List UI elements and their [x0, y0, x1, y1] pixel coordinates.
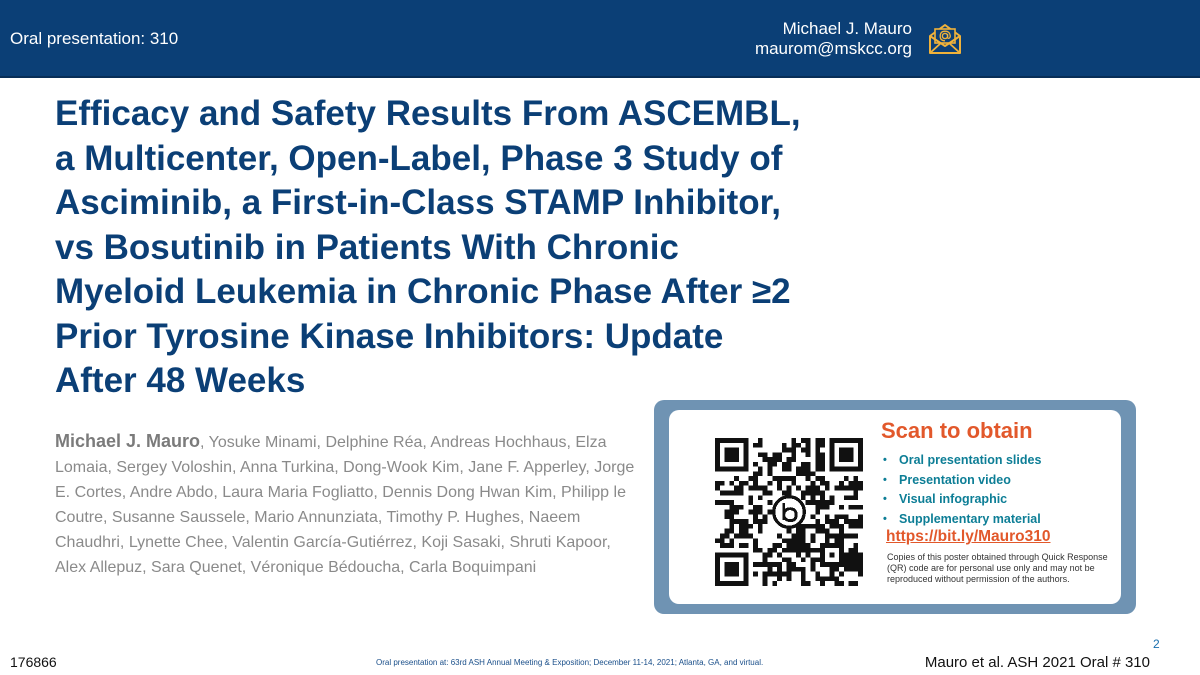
list-item: [883, 510, 1041, 530]
presenter-name: Michael J. Mauro: [782, 19, 912, 38]
oral-presentation-label: Oral presentation: 310: [10, 29, 179, 48]
qr-code-icon[interactable]: [713, 438, 865, 586]
title-line: Asciminib, a First-in-Class STAMP Inhibitor,: [55, 183, 782, 222]
title-line: vs Bosutinib in Patients With Chronic: [55, 227, 679, 267]
author-list: [55, 429, 635, 580]
title-line: Prior Tyrosine Kinase Inhibitors: Update: [55, 316, 724, 356]
list-item-label: Supplementary material: [899, 511, 1041, 526]
title-line: Myeloid Leukemia in Chronic Phase After ≥2: [55, 272, 791, 311]
presenter-info: [755, 19, 912, 59]
co-authors: , Yosuke Minami, Delphine Réa, Andreas Hochhaus, Elza Lomaia, Sergey Voloshin, Anna Turkina, Dong-Wook Kim, Jane F. Apperley, Jorge E. Cortes, Andre Abdo, Laura Maria Fogliatto, Dennis Dong Hwan Kim, Philipp le Coutre, Susanne Saussele, Mario Annunziata, Timothy P. Hughes, Naeem Chaudhri, Lynette Chee, Valentin García-Gutiérrez, Koji Sasaki, Shruti Kapoor, Alex Allepuz, Sara Quenet, Véronique Bédoucha, Carla Boquimpani: [55, 434, 635, 576]
list-item-label: Presentation video: [899, 472, 1011, 487]
title-line: After 48 Weeks: [55, 361, 306, 400]
bullet-icon: •: [883, 493, 887, 505]
bullet-icon: •: [883, 454, 887, 466]
qr-content-list: [883, 451, 1041, 529]
presentation-title: [55, 92, 935, 404]
slide-id: 176866: [10, 654, 57, 670]
list-item-label: Oral presentation slides: [899, 453, 1042, 467]
title-line: a Multicenter, Open-Label, Phase 3 Study of: [55, 138, 783, 178]
list-item: [883, 451, 1041, 471]
header-bar: [0, 0, 1200, 78]
qr-disclaimer: Copies of this poster obtained through Quick Response (QR) code are for personal use only and may not be reproduced without permission of the authors.: [887, 552, 1108, 584]
meeting-info: Oral presentation at: 63rd ASH Annual Meeting & Exposition; December 11-14, 2021; Atlanta, GA, and virtual.: [376, 658, 764, 667]
list-item-label: Visual infographic: [899, 492, 1008, 506]
presenter-email[interactable]: maurom@mskcc.org: [754, 39, 912, 58]
bullet-icon: •: [883, 512, 887, 525]
title-line: Efficacy and Safety Results From ASCEMBL,: [55, 94, 801, 133]
page-number: 2: [1153, 637, 1160, 651]
envelope-at-icon[interactable]: [928, 23, 962, 55]
short-link[interactable]: https://bit.ly/Mauro310: [886, 528, 1051, 545]
lead-author: Michael J. Mauro: [55, 431, 201, 451]
list-item: [883, 490, 1041, 510]
qr-panel-card: [669, 410, 1121, 604]
qr-panel: [654, 400, 1136, 614]
bullet-icon: •: [883, 473, 887, 486]
list-item: [883, 471, 1041, 491]
scan-title: Scan to obtain: [881, 418, 1033, 443]
citation: Mauro et al. ASH 2021 Oral # 310: [924, 654, 1150, 671]
